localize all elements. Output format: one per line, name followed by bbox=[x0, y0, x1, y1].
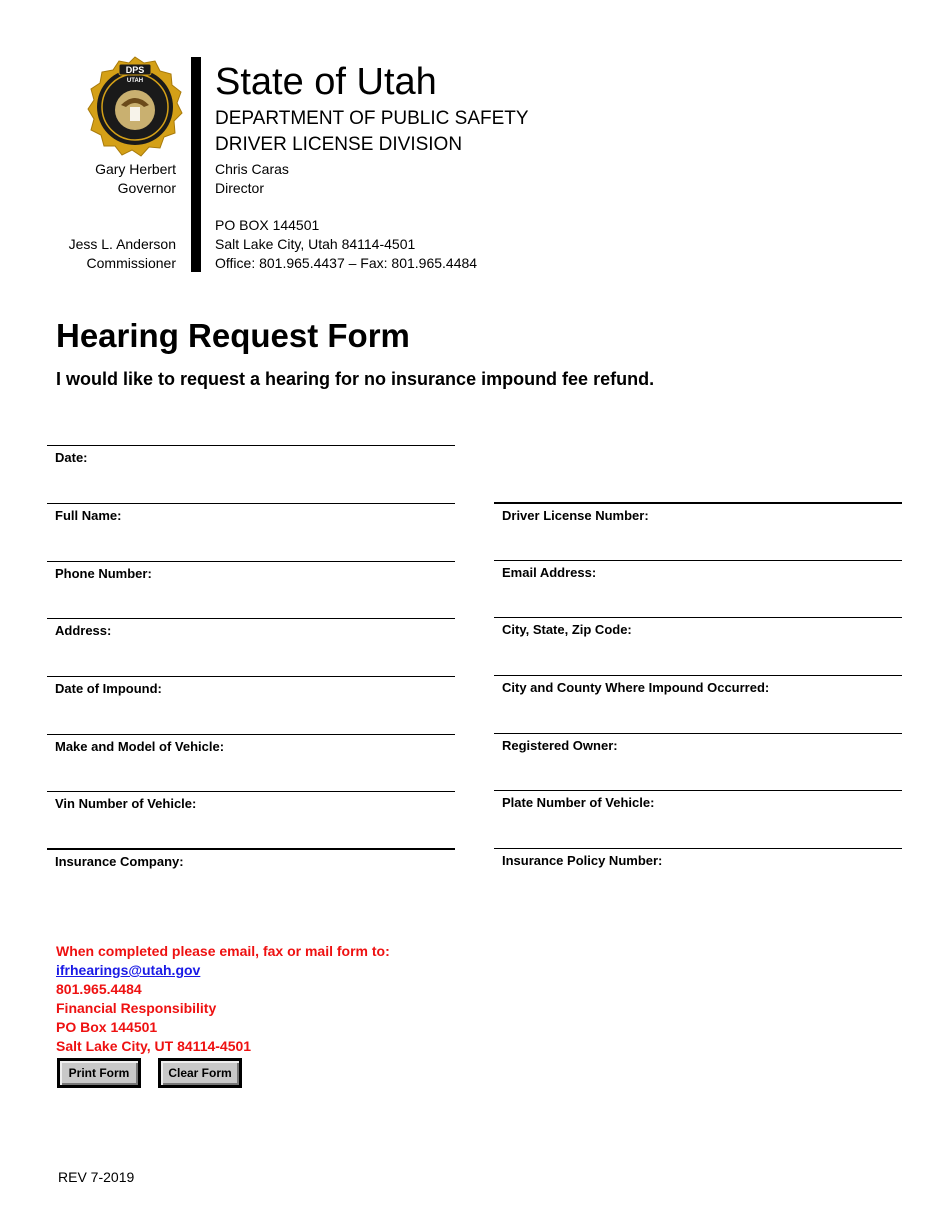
seal-utah-text: UTAH bbox=[126, 78, 144, 84]
commissioner-title: Commissioner bbox=[86, 255, 176, 271]
clear-form-button[interactable]: Clear Form bbox=[158, 1058, 242, 1088]
insurance-policy-number-label: Insurance Policy Number: bbox=[502, 853, 663, 868]
page-title: Hearing Request Form bbox=[56, 317, 410, 354]
driver-license-number-label: Driver License Number: bbox=[502, 508, 649, 523]
governor-name: Gary Herbert bbox=[95, 161, 176, 177]
seal-dps-text: DPS bbox=[125, 65, 145, 75]
city-state-zip-field[interactable] bbox=[494, 617, 902, 658]
insurance-company-field[interactable] bbox=[47, 848, 455, 890]
registered-owner-label: Registered Owner: bbox=[502, 738, 618, 753]
date-of-impound-field[interactable] bbox=[47, 676, 455, 717]
revision-label: REV 7-2019 bbox=[58, 1169, 135, 1185]
agency-address bbox=[215, 216, 477, 273]
address-label: Address: bbox=[55, 623, 112, 638]
governor-block bbox=[40, 160, 176, 198]
department-block bbox=[215, 106, 529, 158]
city-state-zip-label: City, State, Zip Code: bbox=[502, 622, 632, 637]
mail-po-box: PO Box 144501 bbox=[56, 1019, 158, 1035]
director-name: Chris Caras bbox=[215, 161, 289, 177]
dps-seal-logo bbox=[86, 55, 184, 161]
date-label: Date: bbox=[55, 450, 88, 465]
date-of-impound-label: Date of Impound: bbox=[55, 681, 162, 696]
division-name: DRIVER LICENSE DIVISION bbox=[215, 134, 463, 155]
print-form-button[interactable]: Print Form bbox=[57, 1058, 141, 1088]
governor-title: Governor bbox=[117, 180, 176, 196]
mail-city: Salt Lake City, UT 84114-4501 bbox=[56, 1038, 252, 1054]
page-subtitle: I would like to request a hearing for no insurance impound fee refund. bbox=[56, 369, 655, 389]
email-address-field[interactable] bbox=[494, 560, 902, 601]
agency-po-box: PO BOX 144501 bbox=[215, 217, 320, 233]
phone-number-label: Phone Number: bbox=[55, 566, 152, 581]
address-field[interactable] bbox=[47, 618, 455, 659]
submission-instructions bbox=[56, 942, 390, 1056]
registered-owner-field[interactable] bbox=[494, 733, 902, 774]
plate-number-label: Plate Number of Vehicle: bbox=[502, 795, 655, 810]
director-title: Director bbox=[215, 180, 265, 196]
insurance-policy-number-field[interactable] bbox=[494, 848, 902, 889]
plate-number-field[interactable] bbox=[494, 790, 902, 831]
phone-number-field[interactable] bbox=[47, 561, 455, 602]
agency-office-phone: Office: 801.965.4437 – Fax: 801.965.4484 bbox=[215, 255, 478, 271]
full-name-field[interactable] bbox=[47, 503, 455, 544]
mail-org: Financial Responsibility bbox=[56, 1000, 217, 1016]
driver-license-number-field[interactable] bbox=[494, 502, 902, 544]
agency-city: Salt Lake City, Utah 84114-4501 bbox=[215, 236, 416, 252]
vin-number-label: Vin Number of Vehicle: bbox=[55, 796, 197, 811]
impound-location-label: City and County Where Impound Occurred: bbox=[502, 680, 770, 695]
email-link[interactable]: ifrhearings@utah.gov bbox=[56, 962, 201, 978]
director-block bbox=[215, 160, 289, 198]
department-name: DEPARTMENT OF PUBLIC SAFETY bbox=[215, 108, 529, 129]
header-divider-bar bbox=[191, 57, 201, 272]
fax-number: 801.965.4484 bbox=[56, 981, 142, 997]
email-address-label: Email Address: bbox=[502, 565, 597, 580]
date-field[interactable] bbox=[47, 445, 455, 486]
commissioner-block bbox=[40, 235, 176, 273]
instructions-heading: When completed please email, fax or mail form to: bbox=[56, 943, 390, 959]
make-model-field[interactable] bbox=[47, 734, 455, 775]
insurance-company-label: Insurance Company: bbox=[55, 854, 184, 869]
state-title: State of Utah bbox=[215, 61, 437, 103]
vin-number-field[interactable] bbox=[47, 791, 455, 832]
commissioner-name: Jess L. Anderson bbox=[68, 236, 176, 252]
impound-location-field[interactable] bbox=[494, 675, 902, 716]
full-name-label: Full Name: bbox=[55, 508, 122, 523]
make-model-label: Make and Model of Vehicle: bbox=[55, 739, 225, 754]
